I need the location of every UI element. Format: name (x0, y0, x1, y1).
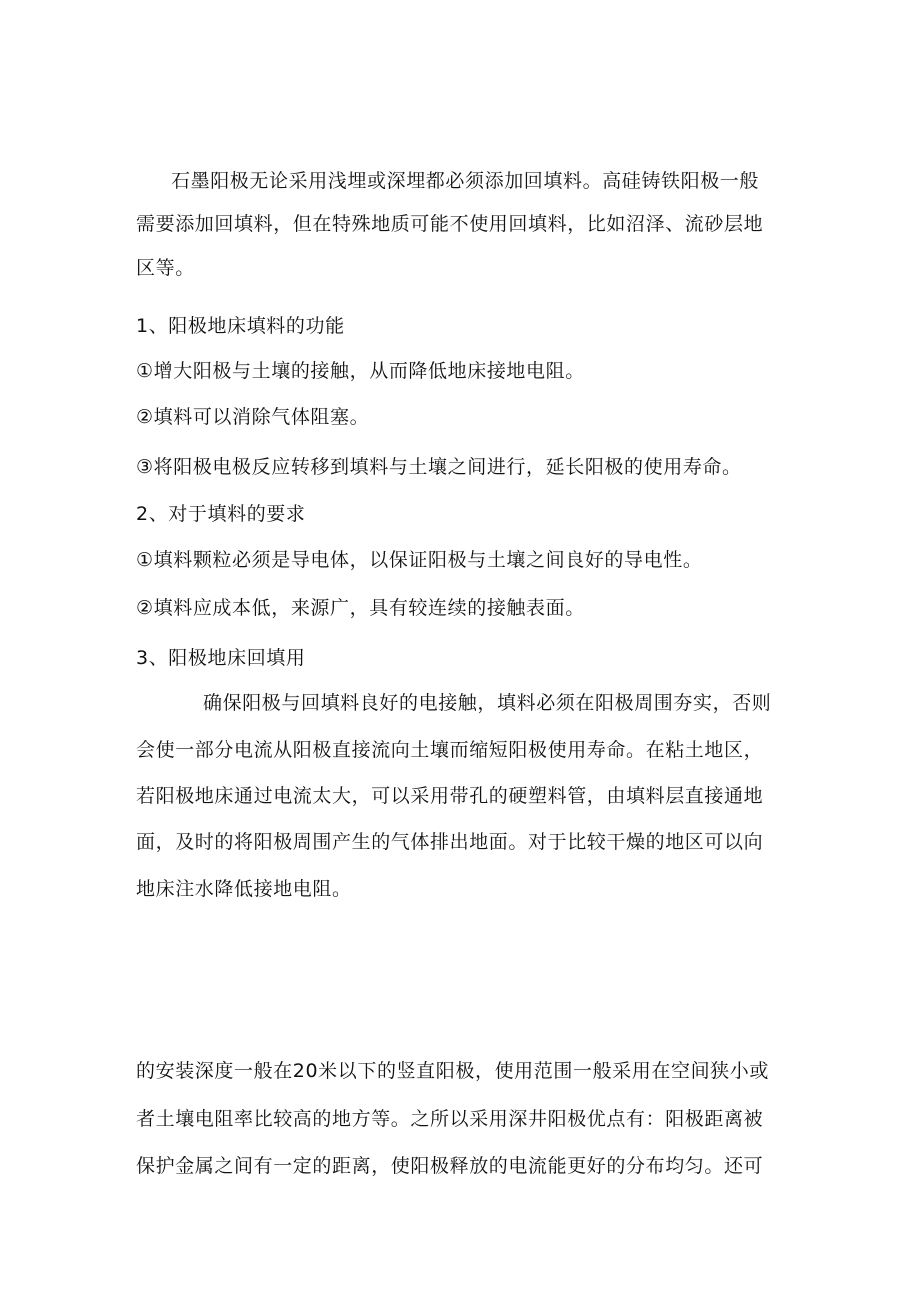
list-item: ①增大阳极与土壤的接触，从而降低地床接地电阻。 (136, 360, 585, 382)
intro-line: 需要添加回填料，但在特殊地质可能不使用回填料，比如沼泽、流砂层地 (136, 213, 764, 235)
list-item: ②填料应成本低，来源广，具有较连续的接触表面。 (136, 597, 585, 619)
section-heading: 3、阳极地床回填用 (136, 647, 306, 669)
paragraph-line: 会使一部分电流从阳极直接流向土壤而缩短阳极使用寿命。在粘土地区， (136, 739, 764, 761)
paragraph-line: 若阳极地床通过电流太大，可以采用带孔的硬塑料管，由填料层直接通地 (136, 785, 764, 807)
list-item: ②填料可以消除气体阻塞。 (136, 406, 370, 428)
section-heading: 2、对于填料的要求 (136, 503, 306, 525)
list-item: ③将阳极电极反应转移到填料与土壤之间进行，延长阳极的使用寿命。 (136, 456, 742, 478)
intro-line: 区等。 (136, 257, 195, 279)
continuation-line: 保护金属之间有一定的距离，使阳极释放的电流能更好的分布均匀。还可 (136, 1155, 764, 1177)
paragraph-line: 地床注水降低接地电阻。 (136, 878, 352, 900)
continuation-line: 的安装深度一般在20米以下的竖直阳极，使用范围一般采用在空间狭小或 (136, 1060, 769, 1082)
section-heading: 1、阳极地床填料的功能 (136, 315, 345, 337)
continuation-line: 者土壤电阻率比较高的地方等。之所以采用深井阳极优点有：阳极距离被 (136, 1108, 764, 1130)
intro-line: 石墨阳极无论采用浅埋或深埋都必须添加回填料。高硅铸铁阳极一般 (171, 170, 760, 192)
paragraph-line: 面，及时的将阳极周围产生的气体排出地面。对于比较干燥的地区可以向 (136, 831, 764, 853)
list-item: ①填料颗粒必须是导电体，以保证阳极与土壤之间良好的导电性。 (136, 549, 703, 571)
paragraph-line: 确保阳极与回填料良好的电接触，填料必须在阳极周围夯实，否则 (203, 692, 772, 714)
